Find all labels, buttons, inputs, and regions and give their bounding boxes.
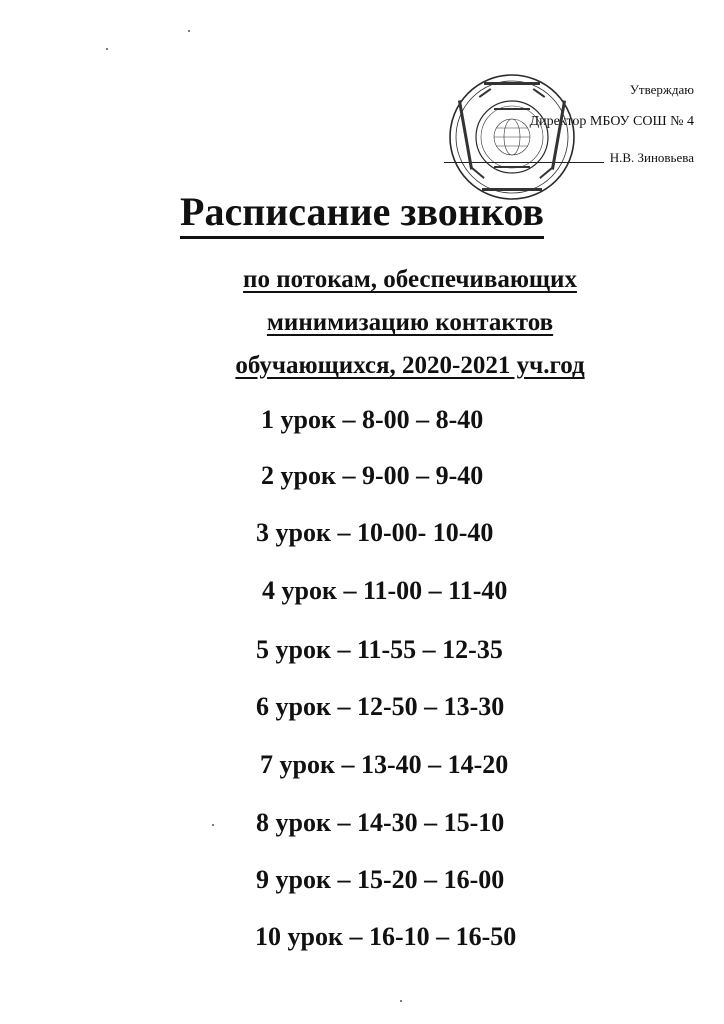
schedule-row-9: 9 урок – 15-20 – 16-00	[256, 865, 505, 894]
scan-speck	[106, 48, 108, 50]
scan-speck	[212, 824, 214, 826]
schedule-row-3: 3 урок – 10-00- 10-40	[256, 518, 494, 547]
document-subtitle	[160, 258, 660, 387]
official-seal	[444, 72, 580, 202]
title-text: Расписание звонков	[180, 189, 544, 239]
schedule-row-10: 10 урок – 16-10 – 16-50	[255, 922, 517, 951]
schedule-row-8: 8 урок – 14-30 – 15-10	[256, 808, 505, 837]
schedule-row-4: 4 урок – 11-00 – 11-40	[262, 576, 508, 605]
approval-name: Н.В. Зиновьева	[609, 150, 694, 165]
scan-speck	[188, 30, 190, 32]
schedule-row-7: 7 урок – 13-40 – 14-20	[260, 750, 509, 779]
schedule-row-6: 6 урок – 12-50 – 13-30	[256, 692, 505, 721]
document-title	[0, 188, 724, 235]
schedule-row-5: 5 урок – 11-55 – 12-35	[256, 635, 503, 664]
schedule-row-2: 2 урок – 9-00 – 9-40	[261, 461, 484, 490]
schedule-row-1: 1 урок – 8-00 – 8-40	[261, 405, 484, 434]
approval-heading: Утверждаю	[629, 82, 694, 97]
approval-position: Директор МБОУ СОШ № 4	[529, 114, 694, 129]
scan-speck	[400, 1000, 402, 1002]
subtitle-line-3: обучающихся, 2020-2021 уч.год	[235, 352, 585, 379]
subtitle-line-2: минимизацию контактов	[266, 309, 554, 336]
subtitle-line-1: по потокам, обеспечивающих	[243, 266, 577, 293]
